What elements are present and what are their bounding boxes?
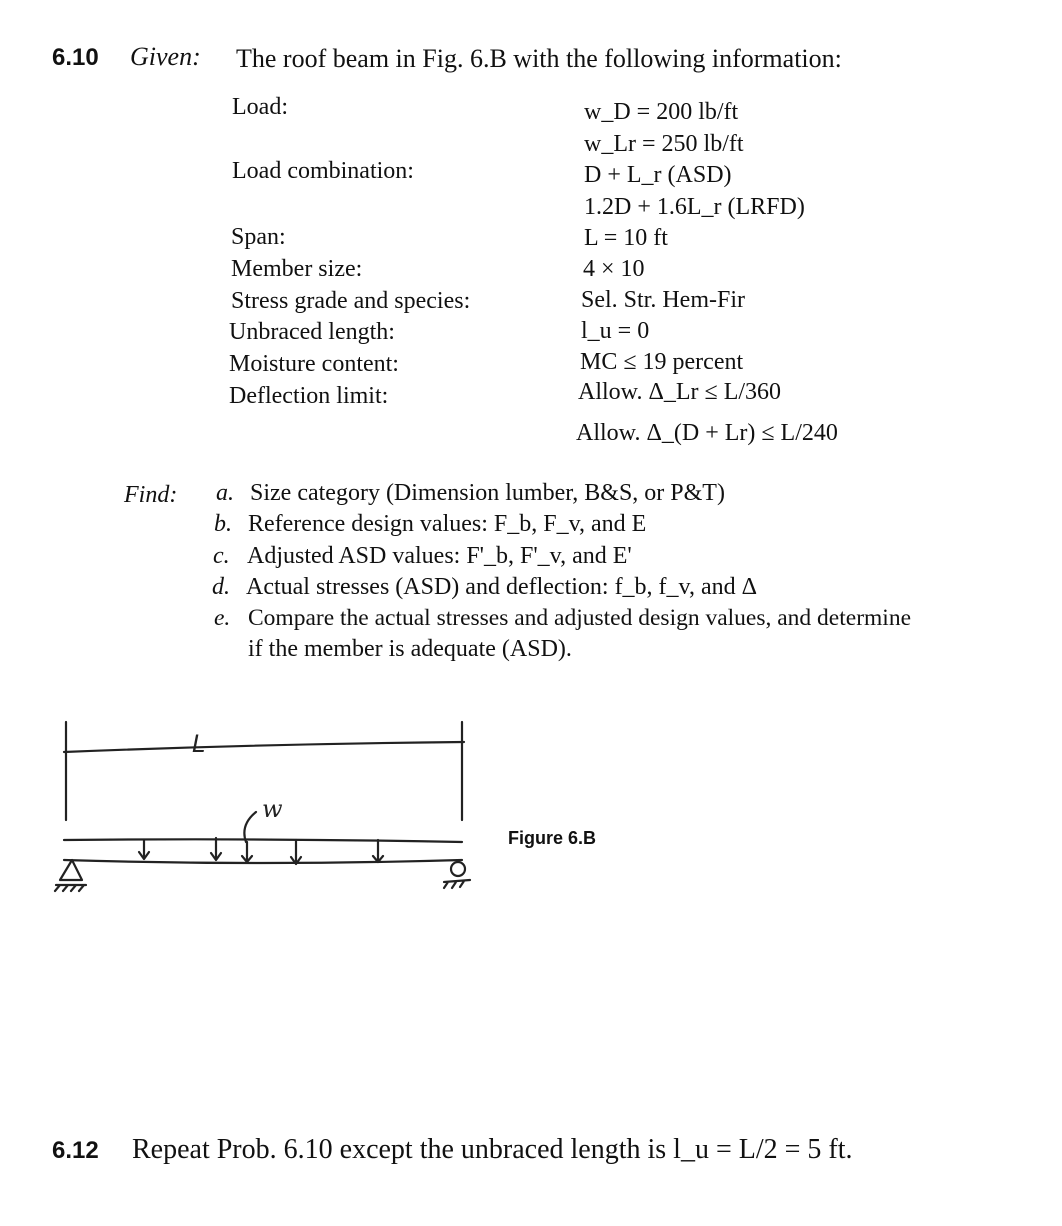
span-dimension-line [64,742,464,752]
member-size-label: Member size: [231,256,363,282]
moisture-content-value: MC ≤ 19 percent [580,349,744,375]
find-label: Find: [124,482,178,508]
problem-number-6-10: 6.10 [52,44,99,71]
stress-grade-value: Sel. Str. Hem-Fir [581,287,746,313]
lrfd-combination-value: 1.2D + 1.6L_r (LRFD) [584,194,805,220]
given-label: Given: [130,42,201,71]
beam-bottom-edge [64,860,462,863]
roller-support [451,862,465,876]
find-item-letter: d. [212,574,230,600]
find-item-text: Size category (Dimension lumber, B&S, or P&T) [250,480,725,506]
figure-caption: Figure 6.B [508,828,597,848]
stress-grade-label: Stress grade and species: [231,288,471,314]
find-item-text: if the member is adequate (ASD). [248,636,572,662]
find-item-letter: a. [216,480,234,506]
given-intro: The roof beam in Fig. 6.B with the following information: [236,44,842,73]
problem-number-6-12: 6.12 [52,1137,99,1164]
deflection-lr-value: Allow. Δ_Lr ≤ L/360 [578,379,782,405]
deflection-limit-label: Deflection limit: [229,383,389,409]
load-symbol: w [262,795,283,823]
pin-support [60,860,82,880]
span-value: L = 10 ft [584,225,668,251]
span-label: Span: [231,224,286,250]
load-arrows [139,838,383,864]
find-item-letter: c. [213,543,230,569]
deflection-total-value: Allow. Δ_(D + Lr) ≤ L/240 [576,420,838,446]
asd-combination-value: D + L_r (ASD) [584,162,732,188]
unbraced-length-value: l_u = 0 [581,318,650,344]
find-item-text: Adjusted ASD values: F'_b, F'_v, and E' [247,543,632,569]
roof-live-load-value: w_Lr = 250 lb/ft [584,131,744,157]
load-leader [244,812,256,842]
find-item-text: Reference design values: F_b, F_v, and E [248,511,647,537]
find-item-letter: e. [214,605,231,631]
dead-load-value: w_D = 200 lb/ft [584,99,739,125]
beam-top-edge [64,839,462,842]
find-item-text: Compare the actual stresses and adjusted design values, and determine [248,605,912,631]
find-item-letter: b. [214,511,232,537]
load-combination-label: Load combination: [232,158,414,184]
span-symbol: L [192,730,206,758]
load-label: Load: [232,94,288,120]
unbraced-length-label: Unbraced length: [229,319,395,345]
moisture-content-label: Moisture content: [229,351,399,377]
member-size-value: 4 × 10 [583,256,645,282]
problem-6-12-text: Repeat Prob. 6.10 except the unbraced length is l_u = L/2 = 5 ft. [132,1134,853,1165]
find-item-text: Actual stresses (ASD) and deflection: f_b, f_v, and Δ [246,574,758,600]
